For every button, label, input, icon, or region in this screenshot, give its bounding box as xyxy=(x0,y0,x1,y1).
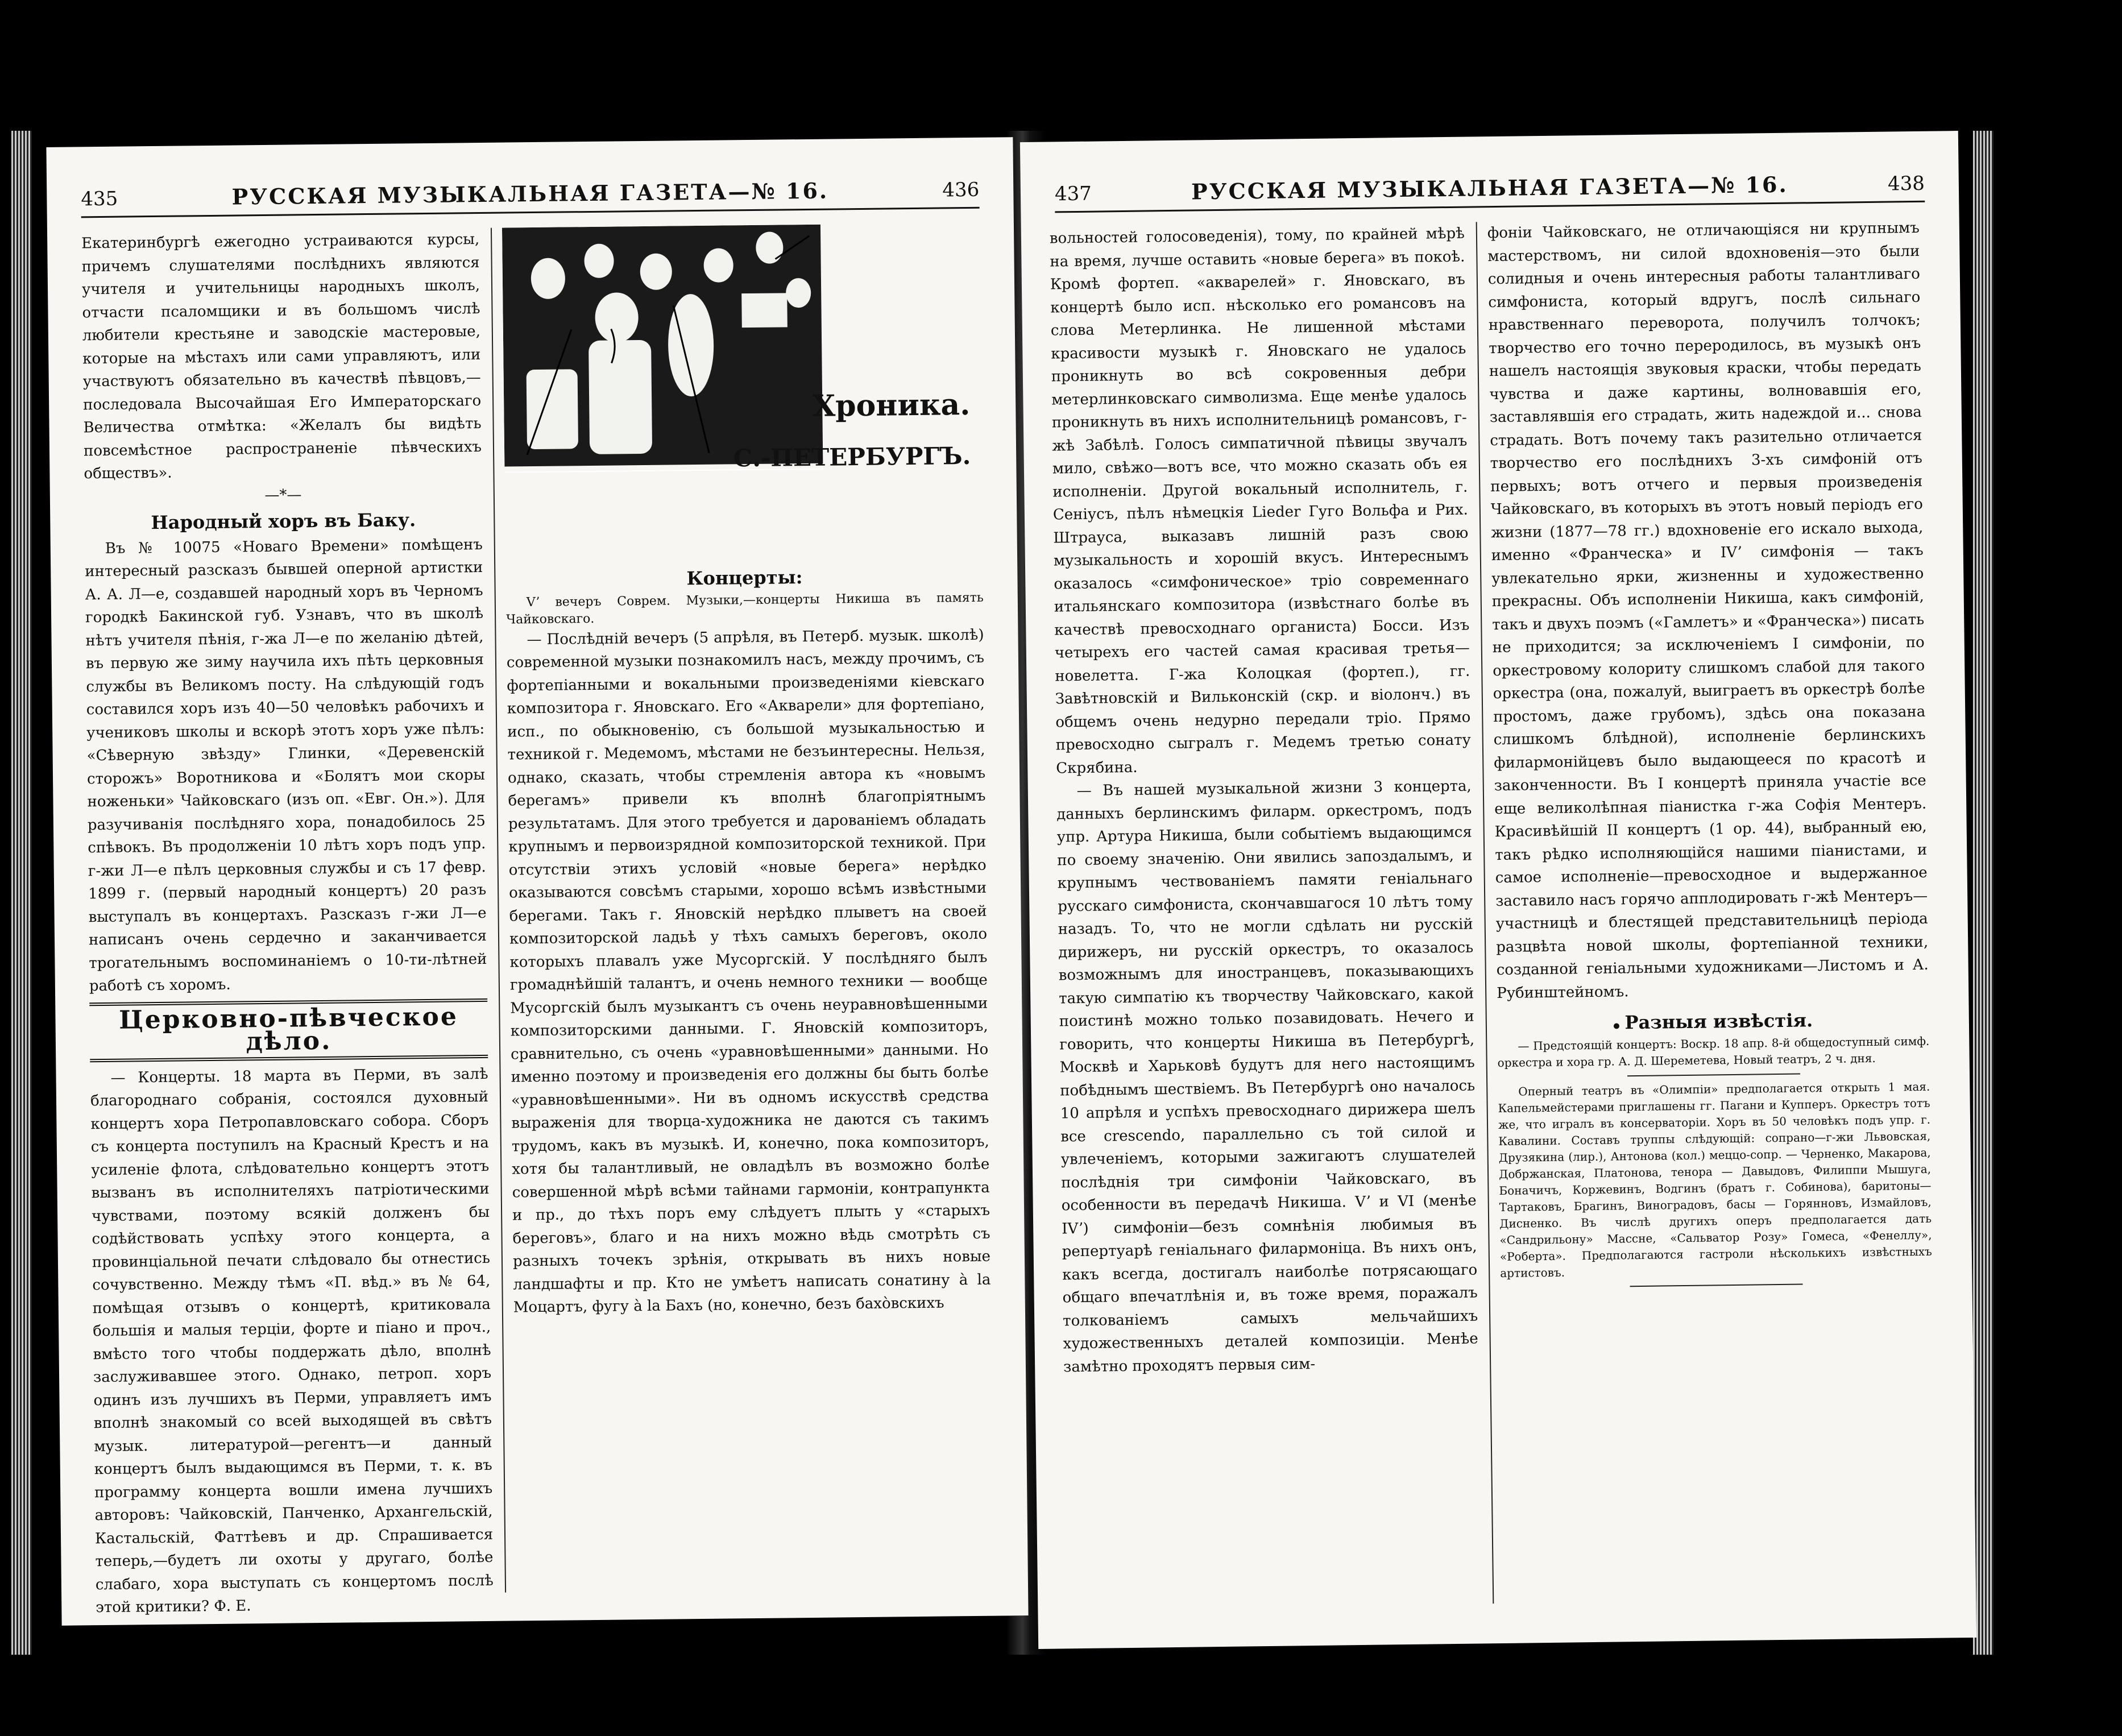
subheading: Vʼ вечеръ Соврем. Музыки,—концерты Никиша въ память Чайковскаго. xyxy=(506,590,984,627)
section-title: Хроника. xyxy=(812,387,971,424)
divider xyxy=(1627,1073,1800,1076)
divider xyxy=(1630,1283,1803,1287)
column xyxy=(81,228,494,1619)
section-heading: Народный хоръ въ Баку. xyxy=(151,509,416,534)
page-number: 438 xyxy=(1887,172,1925,196)
newspaper-title: РУССКАЯ МУЗЫКАЛЬНАЯ ГАЗЕТА—№ 16. xyxy=(1191,171,1788,205)
column xyxy=(1487,217,1933,1294)
page-number: 437 xyxy=(1054,182,1092,206)
section-heading: Церковно-пѣвческое дѣло. xyxy=(89,998,488,1062)
page-number: 435 xyxy=(81,187,118,211)
paragraph: вольностей голосоведенія), тому, по крайней мѣрѣ на время, лучше оставить «новые берега» въ покоѣ. Кромѣ фортеп. «акварелей» г. Яновскаго, въ концертѣ было исп. нѣсколько его романсовъ на слова Метерлинка. Не лишенной мѣстами красивости музыкѣ г. Яновскаго не удалось проникнуть во всѣ сокровенныя дебри метерлинковскаго символизма. Еще менѣе удалось проникнуть въ нихъ исполнительницѣ романсовъ, г-жѣ Забѣлѣ. Голосъ симпатичной пѣвицы звучалъ мило, свѣжо—вотъ все, что можно сказать объ ея исполненіи. Другой вокальный исполнитель, г. Сеніусъ, пѣлъ нѣмецкія Lieder Гуго Вольфа и Рих. Штрауса, выказавъ лишній разъ свою музыкальность и хорошій вкусъ. Интереснымъ оказалось «симфоническое» тріо современнаго итальянскаго композитора (извѣстнаго болѣе въ качествѣ превосходнаго органиста) Босси. Изъ четырехъ его частей самая красивая третья—новелетта. Г-жа Колоцкая (фортеп.), гг. Завѣтновскій и Вильконскій (скр. и віолонч.) въ общемъ очень недурно передали тріо. Прямо превосходно сыгралъ г. Медемъ третью сонату Скрябина. xyxy=(1049,225,1471,777)
page-header xyxy=(81,173,980,218)
section-heading-text: Разныя извѣстія. xyxy=(1624,1009,1813,1034)
left-page xyxy=(46,137,1028,1626)
paragraph: Оперный театръ въ «Олимпіи» предполагается открыть 1 мая. Капельмейстерами приглашены гг. Пагани и Купперъ. Оркестръ тотъ же, что игралъ въ консерваторіи. Хоръ въ 50 человѣкъ подъ упр. г. Кавалини. Составъ труппы слѣдующій: сопрано—г-жи Львовская, Друзякина (лир.), Антонова (кол.) меццо-сопр. — Черненко, Макарова, Добржанская, Платонова, тенора — Давыдовъ, Филиппи Мышуга, Боначичъ, Коржевинъ, Водгинъ (братъ г. Собинова), баритоны—Тартаковъ, Брагинъ, Виноградовъ, басы — Горянновъ, Измайловъ, Дисненко. Въ числѣ другихъ оперъ предполагается дать «Сандрильону» Массне, «Сальватор Розу» Гомеса, «Фенеллу», «Роберта». Предполагаются гастроли нѣсколькихъ извѣстныхъ артистовъ. xyxy=(1498,1079,1932,1280)
section-heading: Концерты: xyxy=(686,566,803,590)
paragraph: фоніи Чайковскаго, не отличающіяся ни крупнымъ мастерствомъ, ни силой вдохновенія—это были солидныя и очень интересныя работы талантливаго симфониста, который вдругъ, послѣ сильнаго нравственнаго переворота, получилъ толчокъ; творчество его точно переродилось, въ музыкѣ онъ нашелъ настоящія звуковыя краски, чтобы передать чувства и даже картины, волновавшія его, заставлявшія его страдать, жить надеждой и... снова страдать. Вотъ почему такъ разительно отличается творчество его послѣднихъ 3-хъ симфоній отъ первыхъ; вотъ отчего и первыя произведенія Чайковскаго, въ которыхъ въ этотъ новый періодъ его жизни (1877—78 гг.) вдохновеніе его искало выхода, именно «Франческа» и IVʼ симфонія — такъ увлекательно ярки, жизненны и художественно прекрасны. Объ исполненіи Никиша, какъ симфоній, такъ и двухъ поэмъ («Гамлетъ» и «Франческа») писать не приходится; за исключеніемъ I симфоніи, по оркестровому колориту слишкомъ слабой для такого оркестра (она, пожалуй, выиграетъ въ оркестрѣ болѣе простомъ, даже грубомъ), здѣсь она показана слишкомъ блѣдной), исполненіе берлинскихъ филармонійцевъ было выдающееся по красотѣ и законченности. Въ I концертѣ приняла участіе все еще великолѣпная піанистка г-жа Софія Ментеръ. Красивѣйшій II концертъ (1 ор. 44), выбранный ею, такъ рѣдко исполняющійся нашими піанистами, и самое исполненіе—превосходное и выдержанное заставило насъ горячо апплодировать г-жѣ Ментеръ—участницѣ и блестящей представительницѣ періода разцвѣта новой школы, фортепіанной техники, созданной геніальными художниками—Листомъ и А. Рубинштейномъ. xyxy=(1487,219,1929,1002)
paragraph: — Предстоящій концертъ: Воскр. 18 апр. 8-й общедоступный симф. оркестра и хора гр. А. Д. Шереметева, Новый театръ, 2 ч. дня. xyxy=(1497,1034,1930,1070)
column xyxy=(1050,222,1479,1379)
paragraph: Екатеринбургѣ ежегодно устраиваются курсы, причемъ слушателями послѣднихъ являются учителя и учительницы народныхъ школъ, отчасти псаломщики и въ большомъ числѣ любители крестьяне и заводскіе мастеровые, которые на мѣстахъ или сами управляютъ, или участвуютъ обязательно въ качествѣ пѣвцовъ,—последовала Высочайшая Его Императорскаго Величества отмѣтка: «Желалъ бы видѣть повсемѣстное распространеніе пѣвческихъ обществъ». xyxy=(81,231,482,483)
page-header xyxy=(1055,167,1925,213)
newspaper-title: РУССКАЯ МУЗЫКАЛЬНАЯ ГАЗЕТА—№ 16. xyxy=(231,177,829,210)
right-page xyxy=(1020,131,1976,1649)
section-subtitle: С.-ПЕТЕРБУРГЪ. xyxy=(733,441,971,473)
page-number: 436 xyxy=(942,178,980,202)
book-edge-left xyxy=(11,131,32,1655)
paragraph: — Въ нашей музыкальной жизни 3 концерта, данныхъ берлинскимъ филарм. оркестромъ, подъ упр. Артура Никиша, были событіемъ выдающимся по своему значенію. Они явились запоздалымъ, и крупнымъ чествованіемъ памяти геніальнаго русскаго симфониста, скончавшагося 10 лѣтъ тому назадъ. То, что не могли сдѣлать ни русскій дирижеръ, ни русскій оркестръ, то оказалось возможнымъ для иностранцевъ, показывающихъ такую симпатію къ творчеству Чайковскаго, какой поистинѣ можно только позавидовать. Нечего и говорить, что концерты Никиша въ Петербургѣ, Москвѣ и Харьковѣ будутъ для него настоящимъ побѣднымъ шествіемъ. Въ Петербургѣ оно началось 10 апрѣля и успѣхъ превосходнаго дирижера шелъ все crescendo, параллельно съ той силой и увлеченіемъ, которыми зажигаютъ слушателей послѣднія три симфоніи Чайковскаго, въ особенности въ передачѣ Никиша. Vʼ и VI (менѣе IVʼ) симфоніи—безъ сомнѣнія любимыя въ репертуарѣ геніальнаго филармоніца. Въ нихъ онъ, какъ всегда, достигалъ наиболѣе потрясающаго общаго впечатлѣнія и, въ тоже время, поражалъ толкованіемъ самыхъ мельчайшихъ художественныхъ деталей композиціи. Менѣе замѣтно проходятъ первыя сим- xyxy=(1056,777,1478,1375)
bullet-icon xyxy=(1614,1023,1619,1029)
column xyxy=(502,223,991,1319)
paragraph: — Концерты. 18 марта въ Перми, въ залѣ благороднаго собранія, состоялся духовный концертъ хора Петропавловскаго собора. Сборъ съ концерта поступилъ на Красный Крестъ и на усиленіе флота, слѣдовательно концертъ этотъ вызванъ въ исполнителяхъ патріотическими чувствами, поэтому всякій долженъ бы содѣйствовать успѣху этого концерта, а провинціальной печати слѣдовало бы отнестись сочувственно. Между тѣмъ «П. вѣд.» въ № 64, помѣщая отзывъ о концертѣ, критиковала большія и малыя терціи, форте и піано и проч., вмѣсто того чтобы поддержать дѣло, вполнѣ заслуживавшее этого. Однако, петроп. хоръ одинъ изъ лучшихъ въ Перми, управляетъ имъ вполнѣ знакомый со всей выходящей въ свѣтъ музык. литературой—регентъ—и данный концертъ былъ выдающимся въ Перми, т. к. въ программу концерта вошли имена лучшихъ авторовъ: Чайковскій, Панченко, Архангельскій, Кастальскій, Фаттѣевъ и др. Спрашивается теперь,—будетъ ли охоты у другаго, болѣе слабаго, хора выступать съ концертомъ послѣ этой критики? Ф. Е. xyxy=(90,1065,494,1617)
section-divider: —*— xyxy=(264,486,302,504)
illustration xyxy=(502,223,983,564)
paragraph: — Послѣдній вечеръ (5 апрѣля, въ Петерб. музык. школѣ) современной музыки познакомилъ насъ, между прочимъ, съ фортепіанными и вокальными произведеніями кіевскаго композитора г. Яновскаго. Его «Акварели» для фортепіано, исп., по обыкновенію, съ большой музыкальностью и техникой г. Медемомъ, мѣстами не безъинтересны. Нельзя, однако, сказать, чтобы стремленія автора къ «новымъ берегамъ» привели къ вполнѣ благопріятнымъ результатамъ. Для этого требуется и дарованіемъ обладать крупнымъ и первоизрядной композиторской техникой. При отсутствіи этихъ условій «новые берега» нерѣдко оказываются совсѣмъ старыми, хорошо всѣмъ извѣстными берегами. Такъ г. Яновскій нерѣдко плыветъ на своей композиторской ладьѣ у тѣхъ самыхъ береговъ, около которыхъ плавалъ уже Мусоргскій. У послѣдняго былъ громаднѣйшій талантъ, и очень немного техники — вообще Мусоргскій былъ музыкантъ съ очень неуравновѣшенными композиторскими данными. Г. Яновскій композиторъ, сравнительно, съ очень «уравновѣшенными» данными. Но именно поэтому и произведенія его должны бы быть болѣе «уравновѣшенными». Ни въ одномъ искусствѣ средства выраженія для творца-художника не даются съ такимъ трудомъ, какъ въ музыкѣ. И, конечно, пока композиторъ, хотя бы талантливый, не овладѣлъ въ возможно болѣе совершенной мѣрѣ всѣми тайнами гармоніи, контрапункта и пр., до тѣхъ поръ ему слѣдуетъ плыть у «старыхъ береговъ», благо и на нихъ можно вѣдь смотрѣть съ разныхъ точекъ зрѣнія, открывать въ нихъ новые ландшафты и пр. Кто не умѣетъ написать сонатину à la Моцартъ, фугу à la Бахъ (но, конечно, безъ бахо̀вскихъ xyxy=(506,626,991,1316)
section-heading xyxy=(1497,1008,1929,1036)
book-edge-right xyxy=(1973,131,1993,1655)
paragraph: Въ № 10075 «Новаго Времени» помѣщенъ интересный разсказъ бывшей оперной артистки А. А. Л—е, создавшей народный хоръ въ Черномъ городкѣ Бакинской губ. Узнавъ, что въ школѣ нѣтъ учителя пѣнія, г-жа Л—е по желанію дѣтей, въ первую же зиму научила ихъ пѣть церковныя службы въ Великомъ посту. На слѣдующій годъ составился хоръ изъ 40—50 человѣкъ рабочихъ и учениковъ школы и вскорѣ этотъ хоръ уже пѣлъ: «Сѣверную звѣзду» Глинки, «Деревенскій сторожъ» Воротникова и «Болятъ мои скоры ноженьки» Чайковскаго (изъ оп. «Евг. Он.»). Для разучиванія послѣдняго хора, понадобилось 25 спѣвокъ. Въ продолженіи 10 лѣтъ хоръ подъ упр. г-жи Л—е пѣлъ церковныя службы и съ 17 февр. 1899 г. (первый народный концертъ) 20 разъ выступалъ въ концертахъ. Разсказъ г-жи Л—е написанъ очень сердечно и заканчивается трогательнымъ воспоминаніемъ о 10-ти-лѣтней работѣ съ хоромъ. xyxy=(85,536,487,995)
